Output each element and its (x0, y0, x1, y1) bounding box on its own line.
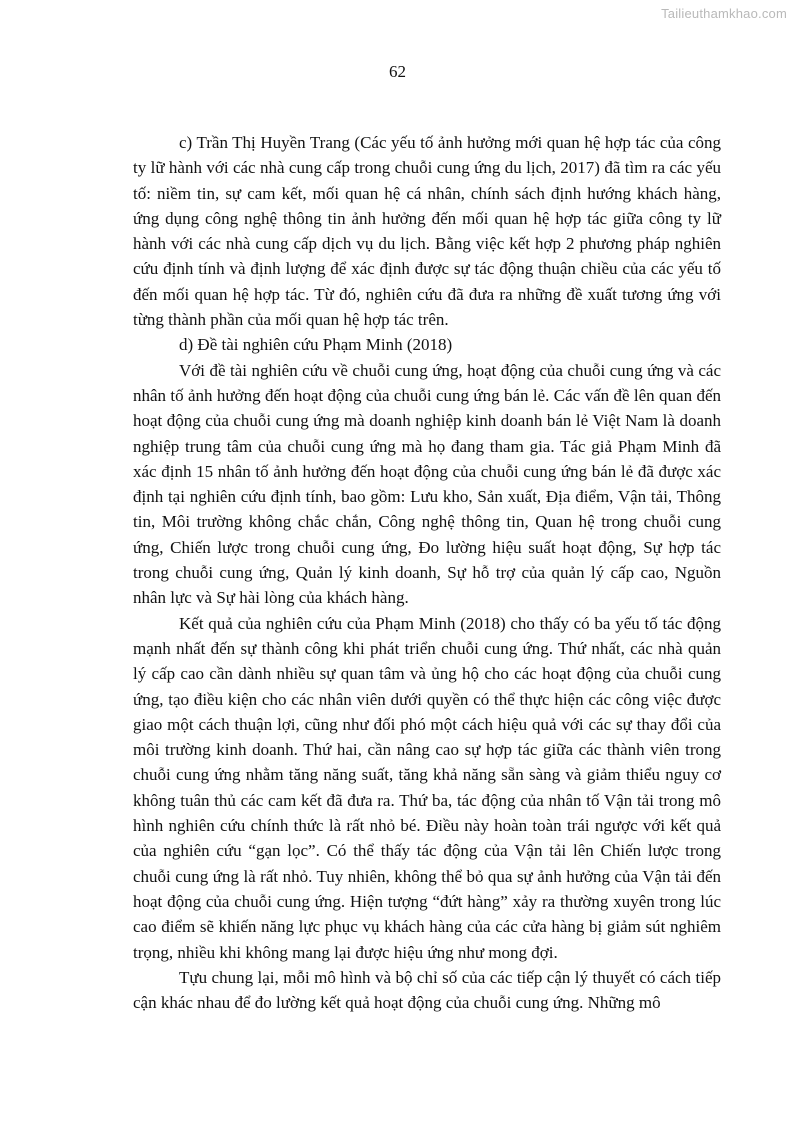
paragraph-pham-minh-results: Kết quả của nghiên cứu của Phạm Minh (2018) cho thấy có ba yếu tố tác động mạnh nhất đến sự thành công khi phát triển chuỗi cung ứng. Thứ nhất, các nhà quản lý cấp cao cần dành nhiều sự quan tâm và ủng hộ cho các hoạt động của chuỗi cung ứng, tạo điều kiện cho các nhân viên dưới quyền có thể thực hiện các công việc được giao một cách thuận lợi, cũng như đối phó một cách hiệu quả với các sự thay đổi của môi trường kinh doanh. Thứ hai, cần nâng cao sự hợp tác giữa các thành viên trong chuỗi cung ứng nhằm tăng năng suất, tăng khả năng sẵn sàng và giảm thiểu nguy cơ không tuân thủ các cam kết đã đưa ra. Thứ ba, tác động của nhân tố Vận tải trong mô hình nghiên cứu chính thức là rất nhỏ bé. Điều này hoàn toàn trái ngược với kết quả của nghiên cứu “gạn lọc”. Có thể thấy tác động của Vận tải lên Chiến lược trong chuỗi cung ứng là rất nhỏ. Tuy nhiên, không thể bỏ qua sự ảnh hưởng của Vận tải đến hoạt động của chuỗi cung ứng. Hiện tượng “đứt hàng” xảy ra thường xuyên trong lúc cao điểm sẽ khiến năng lực phục vụ khách hàng của các cửa hàng bị giảm sút nghiêm trọng, nhiều khi không mang lại được hiệu ứng như mong đợi. (133, 613, 721, 962)
page-number: 62 (389, 62, 406, 81)
paragraph-tran-thi-huyen-trang: c) Trần Thị Huyền Trang (Các yếu tố ảnh hưởng mới quan hệ hợp tác của công ty lữ hành với các nhà cung cấp trong chuỗi cung ứng du lịch, 2017) đã tìm ra các yếu tố: niềm tin, sự cam kết, mối quan hệ cá nhân, chính sách định hướng khách hàng, ứng dụng công nghệ thông tin ảnh hưởng đến mối quan hệ hợp tác giữa công ty lữ hành với các nhà cung cấp dịch vụ du lịch. Bằng việc kết hợp 2 phương pháp nghiên cứu định tính và định lượng để xác định được sự tác động thuận chiều của các yếu tố đến mối quan hệ hợp tác. Từ đó, nghiên cứu đã đưa ra những đề xuất tương ứng với từng thành phần của mối quan hệ hợp tác trên. (133, 133, 721, 330)
document-body (133, 130, 721, 1015)
paragraph-summary: Tựu chung lại, mỗi mô hình và bộ chỉ số của các tiếp cận lý thuyết có cách tiếp cận khác nhau để đo lường kết quả hoạt động của chuỗi cung ứng. Những mô (133, 967, 721, 1013)
section-heading-pham-minh: d) Đề tài nghiên cứu Phạm Minh (2018) (179, 335, 453, 355)
watermark-text: Tailieuthamkhao.com (661, 6, 787, 21)
paragraph-pham-minh-overview: Với đề tài nghiên cứu về chuỗi cung ứng, hoạt động của chuỗi cung ứng và các nhân tố ảnh hưởng đến hoạt động của chuỗi cung ứng bán lẻ. Các vấn đề lên quan đến hoạt động của chuỗi cung ứng mà doanh nghiệp kinh doanh bán lẻ Việt Nam là doanh nghiệp trung tâm của chuỗi cung ứng mà họ đang tham gia. Tác giả Phạm Minh đã xác định 15 nhân tố ảnh hưởng đến hoạt động của chuỗi cung ứng bán lẻ đã được xác định tại nghiên cứu định tính, bao gồm: Lưu kho, Sản xuất, Địa điểm, Vận tải, Thông tin, Môi trường không chắc chắn, Công nghệ thông tin, Quan hệ trong chuỗi cung ứng, Chiến lược trong chuỗi cung ứng, Đo lường hiệu suất hoạt động, Sự hợp tác trong chuỗi cung ứng, Quản lý kinh doanh, Sự hỗ trợ của quản lý cấp cao, Nguồn nhân lực và Sự hài lòng của khách hàng. (133, 360, 721, 608)
